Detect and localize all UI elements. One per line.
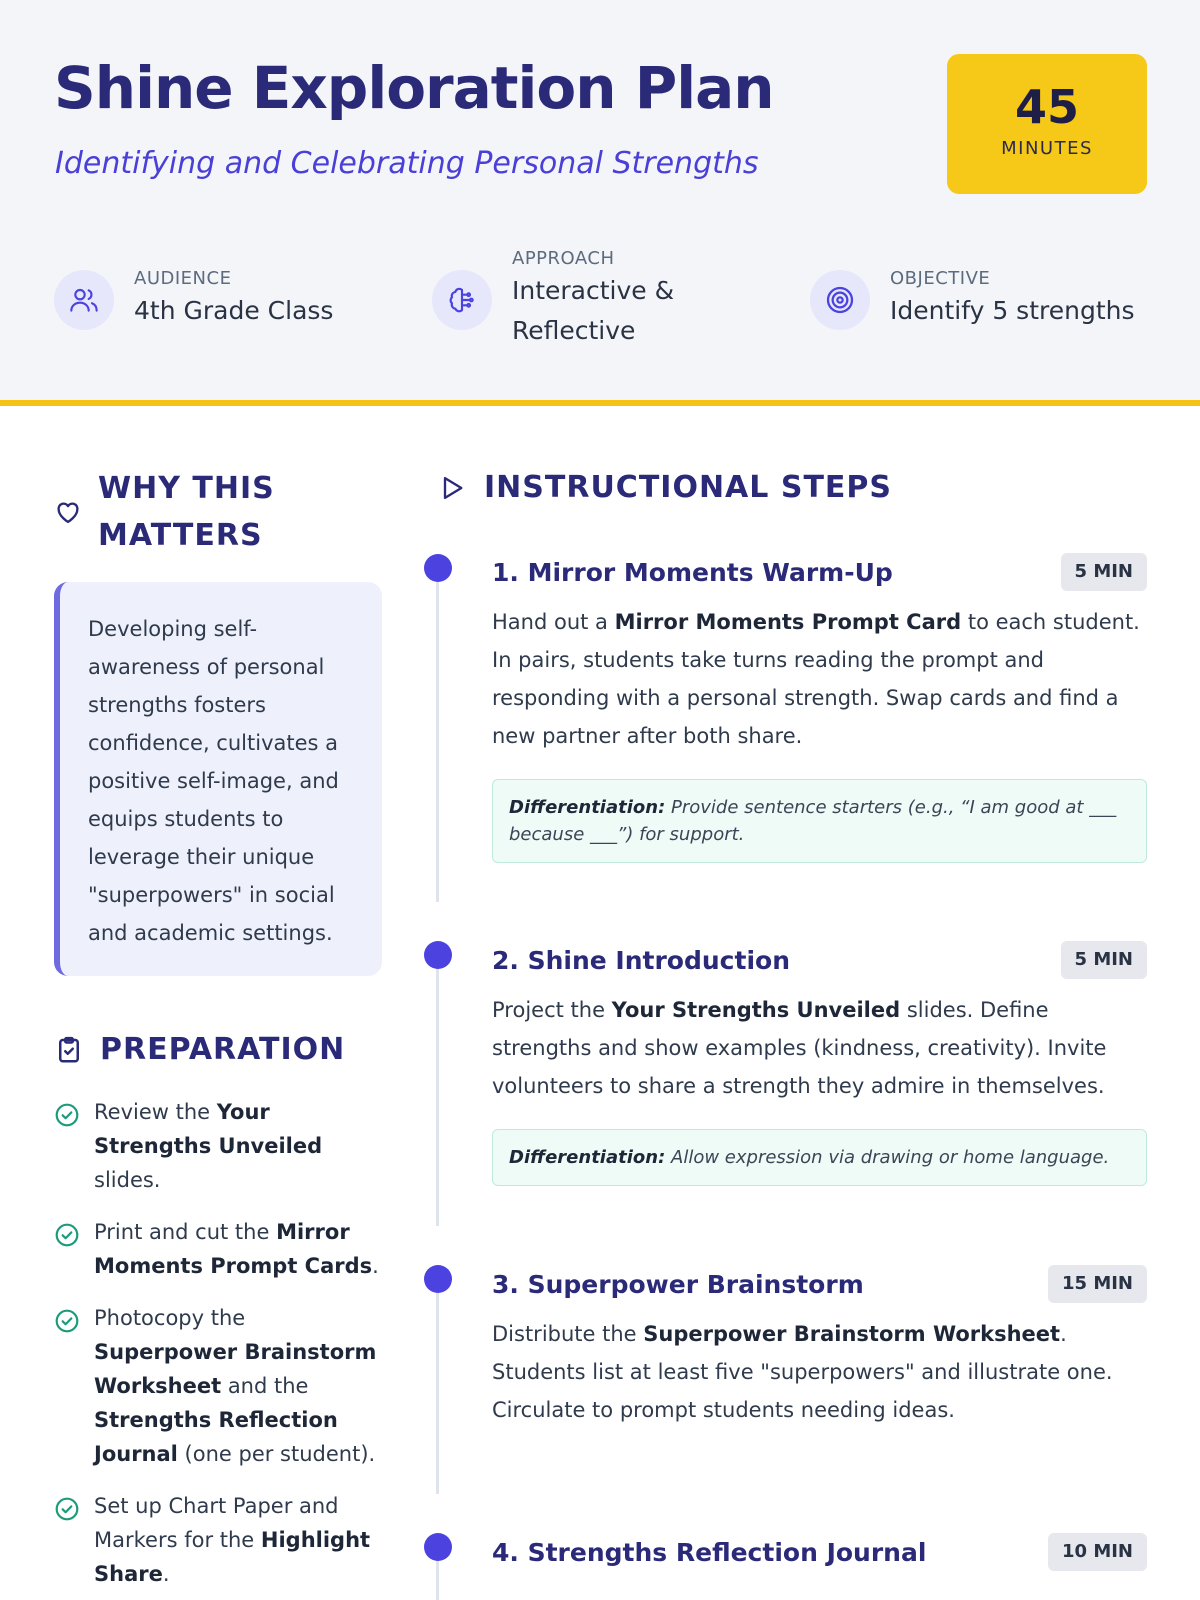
preparation-list	[54, 1095, 394, 1600]
timeline-dot	[424, 1533, 452, 1561]
step-title: 4. Strengths Reflection Journal	[492, 1538, 927, 1567]
meta-approach-value-2: Reflective	[512, 316, 636, 345]
meta-approach-value-1: Interactive &	[512, 276, 675, 305]
step-duration-badge: 15 MIN	[1048, 1265, 1147, 1303]
list-item: Photocopy the Superpower Brainstorm Worksheet and the Strengths Reflection Journal (one per student).	[54, 1301, 394, 1471]
why-text: Developing self-awareness of personal strengths fosters confidence, cultivates a positive self-image, and equips students to leverage their unique "superpowers" in social and academic settings.	[54, 582, 382, 976]
meta-objective-label: OBJECTIVE	[890, 268, 991, 289]
page-title: Shine Exploration Plan	[54, 54, 774, 122]
step-title: 1. Mirror Moments Warm-Up	[492, 558, 893, 587]
timeline-dot	[424, 1265, 452, 1293]
meta-approach	[432, 248, 674, 351]
differentiation-note: Differentiation: Allow expression via drawing or home language.	[492, 1129, 1147, 1186]
list-item: Set up Chart Paper and Markers for the Highlight Share.	[54, 1489, 394, 1591]
timeline-line	[436, 580, 439, 902]
list-item: Review the Your Strengths Unveiled slides.	[54, 1095, 394, 1197]
check-circle-icon	[54, 1308, 80, 1334]
steps-heading-text: INSTRUCTIONAL STEPS	[484, 470, 892, 505]
why-heading	[54, 465, 275, 559]
timeline-line	[436, 1558, 439, 1600]
check-circle-icon	[54, 1102, 80, 1128]
clipboard-check-icon	[54, 1035, 84, 1065]
step-description: Hand out a Mirror Moments Prompt Card to each student. In pairs, students take turns reading the prompt and responding with a personal strength. Swap cards and find a new partner after both share.	[492, 610, 1140, 748]
why-heading-line-2: MATTERS	[98, 518, 263, 553]
meta-audience-value: 4th Grade Class	[134, 296, 334, 325]
step-title: 3. Superpower Brainstorm	[492, 1270, 864, 1299]
plan-header	[0, 0, 1200, 406]
timeline-line	[436, 966, 439, 1226]
check-circle-icon	[54, 1222, 80, 1248]
duration-badge	[947, 54, 1147, 194]
timeline-dot	[424, 554, 452, 582]
steps-heading	[438, 470, 892, 505]
why-heading-line-1: WHY THIS	[98, 471, 275, 506]
list-item: Print and cut the Mirror Moments Prompt Cards.	[54, 1215, 394, 1283]
heart-icon	[54, 498, 82, 526]
meta-objective-value: Identify 5 strengths	[890, 296, 1135, 325]
preparation-heading	[54, 1032, 345, 1067]
meta-approach-label: APPROACH	[512, 248, 615, 269]
step-duration-badge: 5 MIN	[1061, 553, 1147, 591]
duration-value: 45	[1014, 80, 1079, 134]
users-icon	[54, 270, 114, 330]
target-icon	[810, 270, 870, 330]
meta-audience-label: AUDIENCE	[134, 268, 232, 289]
meta-audience	[54, 268, 333, 331]
brain-icon	[432, 270, 492, 330]
page-subtitle: Identifying and Celebrating Personal Strengths	[55, 146, 759, 181]
duration-unit: MINUTES	[1001, 138, 1093, 159]
step-description: Distribute the Superpower Brainstorm Worksheet. Students list at least five "superpowers" and illustrate one. Circulate to prompt students needing ideas.	[492, 1322, 1113, 1422]
play-icon	[438, 474, 466, 502]
step-title: 2. Shine Introduction	[492, 946, 790, 975]
step-duration-badge: 5 MIN	[1061, 941, 1147, 979]
differentiation-note: Differentiation: Provide sentence starters (e.g., “I am good at ___ because ___”) for support.	[492, 779, 1147, 863]
meta-objective	[810, 268, 1135, 331]
check-circle-icon	[54, 1496, 80, 1522]
preparation-heading-text: PREPARATION	[100, 1032, 346, 1067]
timeline-dot	[424, 941, 452, 969]
timeline-line	[436, 1290, 439, 1494]
step-description: Project the Your Strengths Unveiled slides. Define strengths and show examples (kindness, creativity). Invite volunteers to share a strength they admire in themselves.	[492, 998, 1107, 1098]
step-duration-badge: 10 MIN	[1048, 1533, 1147, 1571]
